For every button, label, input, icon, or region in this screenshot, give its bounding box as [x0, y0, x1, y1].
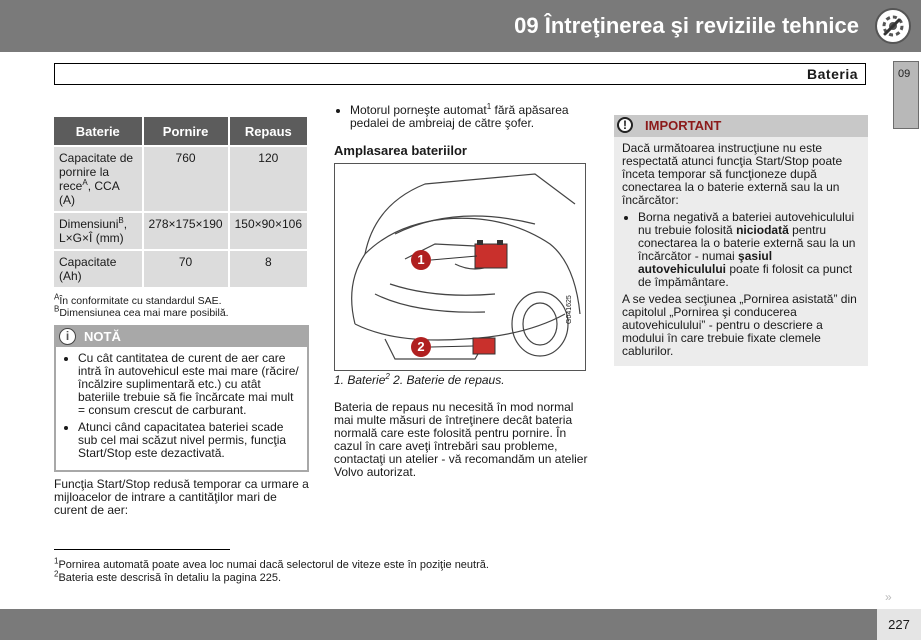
info-icon: i: [59, 328, 76, 345]
column-middle: [334, 104, 588, 479]
battery-table: [52, 115, 309, 289]
warning-icon: !: [617, 117, 633, 133]
table-row: [54, 251, 307, 287]
cell-start: 760: [144, 147, 228, 211]
row-label-unit: , L×G×Î (mm): [59, 217, 128, 245]
footer-bar: [0, 609, 921, 640]
footnotes: [54, 556, 489, 585]
cell-rest: 120: [230, 147, 307, 211]
table-notes: [54, 292, 309, 319]
cell-rest: 8: [230, 251, 307, 287]
list-item: • Motorul porneşte automat$^1$ fără apăsarea pedalei de ambreiaj de către şofer.: [350, 104, 588, 130]
paragraph: Bateria de repaus nu necesită în mod normal mai multe măsuri de întreţinere decât bateria normală care este folosită pentru pornire. În cazul în care aveţi întrebări sau probleme, contactaţi un atelier - vă recomandăm un atelier Volvo autorizat.: [334, 400, 588, 479]
battery-location-figure: [334, 163, 586, 371]
column-left: [54, 115, 309, 517]
row-label: Capacitate de pornire la rece: [59, 151, 134, 193]
table-note: $^B$Dimensiunea cea mai mare posibilă.: [54, 304, 229, 319]
list-item: • Cu cât cantitatea de curent de aer care intră în autovehicul este mai mare (răcire/încălzire suplimentară etc.) cu atât bateriile trebuie să fie încărcate mai mult = consum crescut de carburant.: [78, 352, 301, 417]
important-box: [614, 115, 868, 366]
row-label-sup: B: [118, 216, 124, 225]
next-page-icon[interactable]: »: [885, 590, 892, 604]
list-item: • Atunci când capacitatea bateriei scade sub cel mai scăzut nivel permis, funcţia Start/Stop este dezactivată.: [78, 421, 301, 460]
callout-2: 2: [411, 337, 431, 357]
row-label-unit: , CCA (A): [59, 179, 120, 207]
chapter-tab-label: 09: [898, 68, 911, 80]
footnote: $^1$Pornirea automată poate avea loc numai dacă selectorul de viteze este în poziţie neutră.: [54, 556, 489, 571]
note-label: NOTĂ: [84, 329, 121, 344]
table-row: [54, 147, 307, 211]
chapter-title: 09 Întreţinerea şi reviziile tehnice: [514, 13, 859, 38]
wrench-gear-icon: [875, 8, 911, 44]
list-item: • Borna negativă a bateriei autovehiculului nu trebuie folosită niciodată pentru conectarea la o baterie externă sau la un încărcător - numai şasiul autovehiculului poate fi folosit ca punct de împământare.: [638, 211, 860, 289]
subheading: Amplasarea bateriilor: [334, 143, 467, 158]
paragraph: A se vedea secţiunea „Pornirea asistată” din capitolul „Pornirea şi conducerea autovehiculului” - pentru o descriere a modului în care trebuie fixate clemele cablurilor.: [622, 292, 857, 358]
paragraph: Funcţia Start/Stop redusă temporar ca urmare a mijloacelor de intrare a cantităţilor mari de curent de aer:: [54, 477, 309, 517]
car-engine-illustration: [335, 164, 585, 370]
note-box: [54, 325, 309, 472]
table-header: Baterie: [54, 117, 142, 145]
section-title: Bateria: [807, 66, 858, 82]
figure-code: G041625: [566, 295, 573, 324]
row-label: Dimensiuni: [59, 217, 119, 231]
important-label: IMPORTANT: [645, 118, 722, 133]
cell-start: 70: [144, 251, 228, 287]
section-header: [54, 63, 866, 85]
table-header: Pornire: [144, 117, 228, 145]
figure-caption: 1. Baterie$^2$ 2. Baterie de repaus.: [334, 372, 505, 387]
page-number: 227: [877, 609, 921, 640]
table-row: [54, 213, 307, 249]
table-note: $^A$În conformitate cu standardul SAE.: [54, 292, 222, 307]
chapter-tab[interactable]: [893, 61, 919, 129]
paragraph: Dacă următoarea instrucţiune nu este respectată atunci funcţia Start/Stop poate înceta temporar să funcţioneze după conectarea la o baterie externă sau la un încărcător:: [622, 141, 843, 207]
row-label: Capacitate (Ah): [59, 255, 117, 283]
footnote: $^2$Bateria este descrisă în detaliu la pagina 225.: [54, 569, 282, 584]
table-header: Repaus: [230, 117, 307, 145]
cell-start: 278×175×190: [144, 213, 228, 249]
callout-1: 1: [411, 250, 431, 270]
footnote-divider: [54, 549, 230, 550]
row-label-sup: A: [82, 178, 88, 187]
cell-rest: 150×90×106: [230, 213, 307, 249]
